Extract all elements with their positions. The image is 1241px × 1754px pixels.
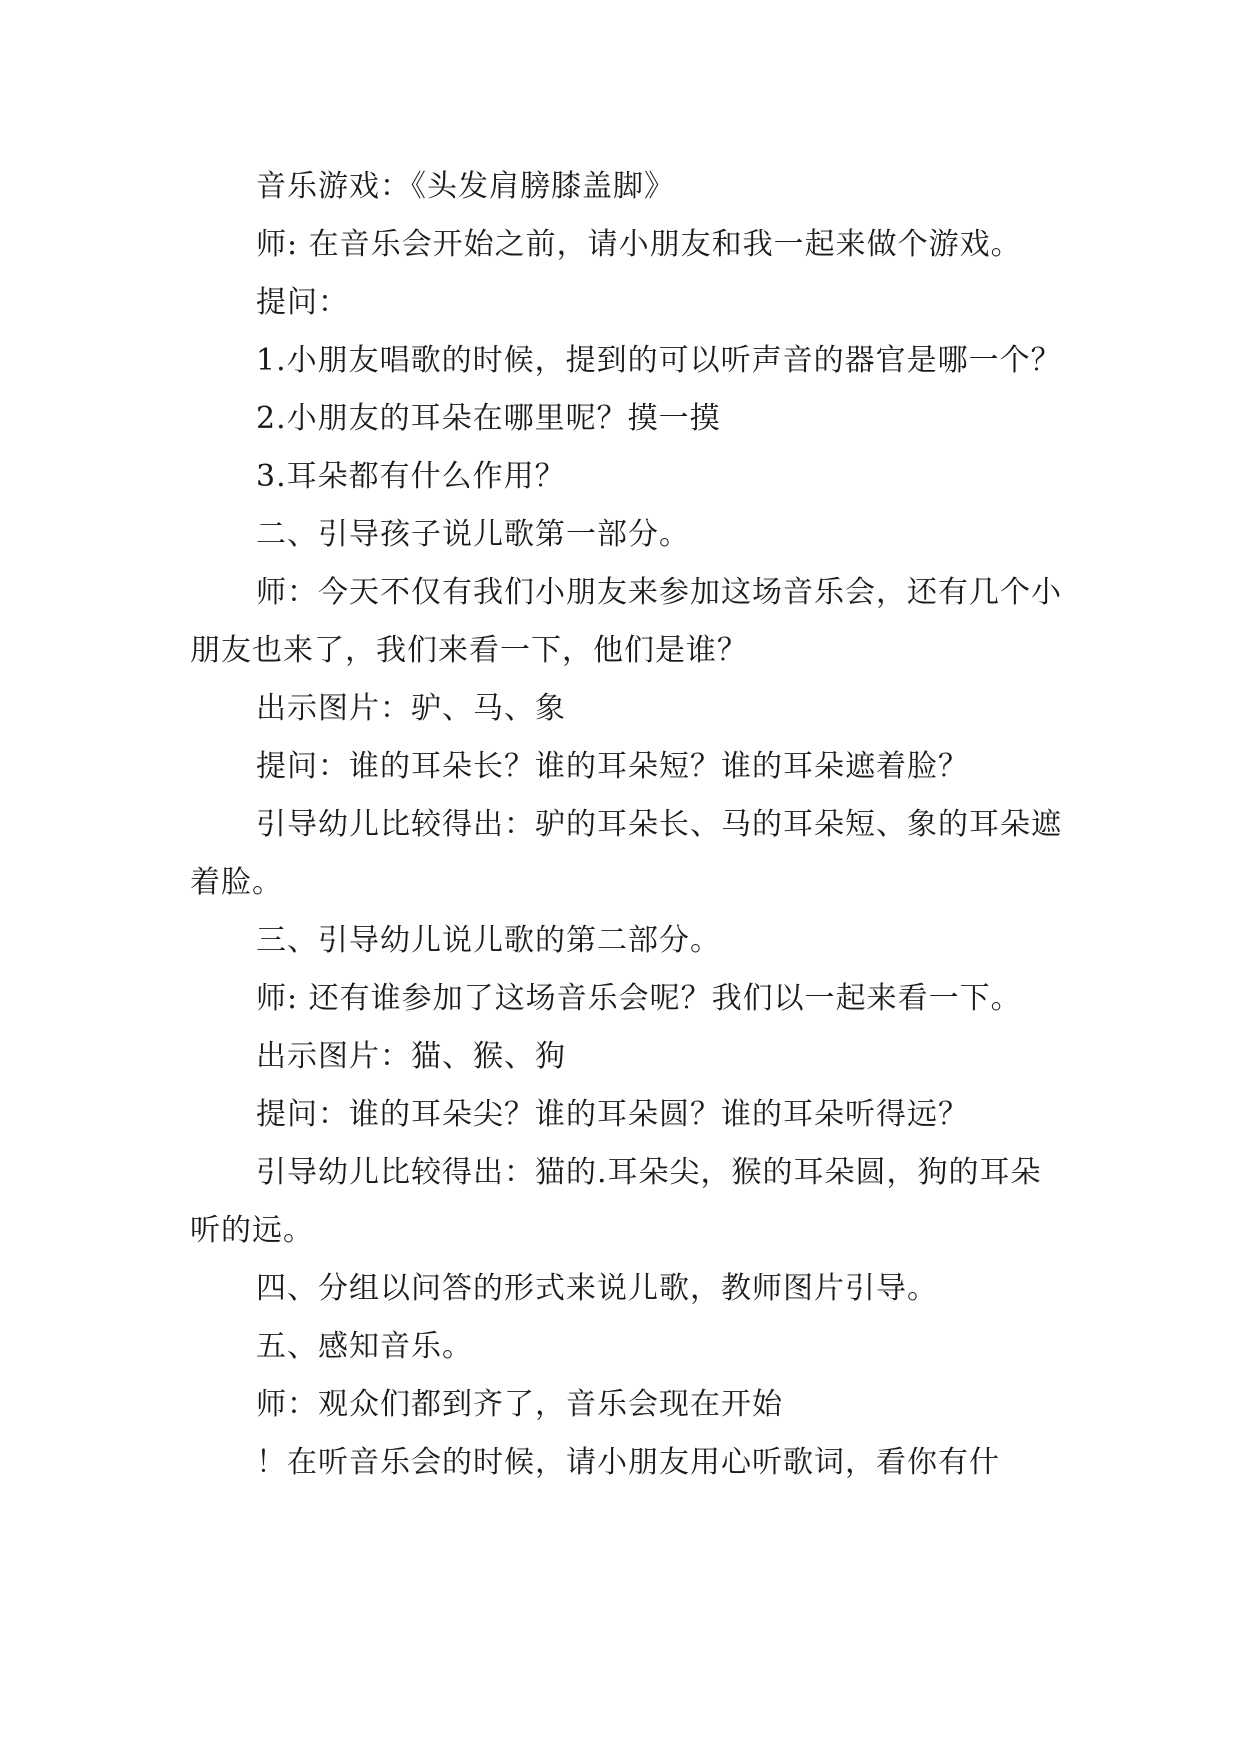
paragraph-music-game: 音乐游戏：《头发肩膀膝盖脚》	[256, 169, 675, 204]
paragraph-teacher-guests: 师：今天不仅有我们小朋友来参加这场音乐会，还有几个小朋友也来了，我们来看一下，他们是谁？	[190, 575, 1062, 668]
paragraph-listen-instructions: ！在听音乐会的时候，请小朋友用心听歌词，看你有什	[256, 1445, 1000, 1480]
section-heading-4: 四、分组以问答的形式来说儿歌，教师图片引导。	[256, 1271, 938, 1306]
paragraph-question-3: 3.耳朵都有什么作用？	[256, 459, 566, 494]
paragraph-question-2: 2.小朋友的耳朵在哪里呢？摸一摸	[256, 401, 721, 436]
section-heading-2: 二、引导孩子说儿歌第一部分。	[256, 517, 690, 552]
paragraph-question-ears-2: 提问：谁的耳朵尖？谁的耳朵圆？谁的耳朵听得远？	[256, 1097, 969, 1132]
paragraph-compare-1: 引导幼儿比较得出：驴的耳朵长、马的耳朵短、象的耳朵遮着脸。	[190, 807, 1062, 900]
paragraph-show-pictures-1: 出示图片：驴、马、象	[256, 691, 566, 726]
section-heading-3: 三、引导幼儿说儿歌的第二部分。	[256, 923, 721, 958]
paragraph-compare-2: 引导幼儿比较得出：猫的.耳朵尖，猴的耳朵圆，狗的耳朵听的远。	[190, 1155, 1042, 1248]
paragraph-question-1: 1.小朋友唱歌的时候，提到的可以听声音的器官是哪一个？	[256, 343, 1062, 378]
document-body	[190, 158, 1070, 1492]
paragraph-teacher-more-guests: 师: 还有谁参加了这场音乐会呢？我们以一起来看一下。	[256, 981, 1022, 1016]
paragraph-question-ears-1: 提问：谁的耳朵长？谁的耳朵短？谁的耳朵遮着脸？	[256, 749, 969, 784]
paragraph-teacher-game-intro: 师: 在音乐会开始之前，请小朋友和我一起来做个游戏。	[256, 227, 1022, 262]
section-heading-5: 五、感知音乐。	[256, 1329, 473, 1364]
paragraph-teacher-concert-start: 师：观众们都到齐了，音乐会现在开始	[256, 1387, 783, 1422]
paragraph-question-label: 提问：	[256, 285, 349, 320]
paragraph-show-pictures-2: 出示图片：猫、猴、狗	[256, 1039, 566, 1074]
